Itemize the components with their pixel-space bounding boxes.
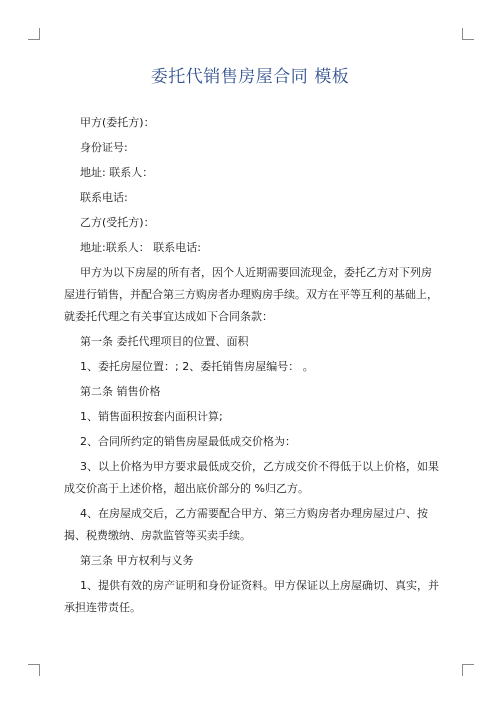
paragraph: 甲方为以下房屋的所有者，因个人近期需要回流现金，委托乙方对下列房屋进行销售，并配合第三方购房者办理购房手续。双方在平等互利的基础上，就委托代理之有关事宜达成如下合同条款： xyxy=(64,266,438,323)
paragraph: 身份证号: xyxy=(80,141,128,154)
paragraph: 2、合同所约定的销售房屋最低成交价格为： xyxy=(80,435,296,448)
paragraph: 3、以上价格为甲方要求最低成交价，乙方成交价不得低于以上价格，如果成交价高于上述价格，超出底价部分的 %归乙方。 xyxy=(64,460,439,495)
paragraph: 第一条 委托代理项目的位置、面积 xyxy=(80,335,249,348)
paragraph: 地址: 联系人： xyxy=(80,166,154,179)
crop-mark-top-right xyxy=(462,28,474,40)
paragraph: 第三条 甲方权利与义务 xyxy=(80,554,194,567)
crop-mark-top-left xyxy=(28,28,40,40)
paragraph: 联系电话: xyxy=(80,191,128,204)
paragraph: 甲方(委托方)： xyxy=(80,116,155,129)
document-body xyxy=(64,112,442,622)
paragraph: 1、委托房屋位置：; 2、委托销售房屋编号： 。 xyxy=(80,360,314,373)
crop-mark-bottom-left xyxy=(28,664,40,676)
paragraph: 地址:联系人： 联系电话: xyxy=(80,241,201,254)
crop-mark-bottom-right xyxy=(462,664,474,676)
paragraph: 4、在房屋成交后，乙方需要配合甲方、第三方购房者办理房屋过户、按揭、税费缴纳、房款监管等买卖手续。 xyxy=(64,507,428,542)
paragraph: 1、提供有效的房产证明和身份证资料。甲方保证以上房屋确切、真实，并承担连带责任。 xyxy=(64,579,439,614)
document-title: 委托代销售房屋合同 模板 xyxy=(150,67,350,87)
paragraph: 乙方(受托方)： xyxy=(80,216,155,229)
paragraph: 第二条 销售价格 xyxy=(80,385,161,398)
paragraph: 1、销售面积按套内面积计算; xyxy=(80,410,223,423)
